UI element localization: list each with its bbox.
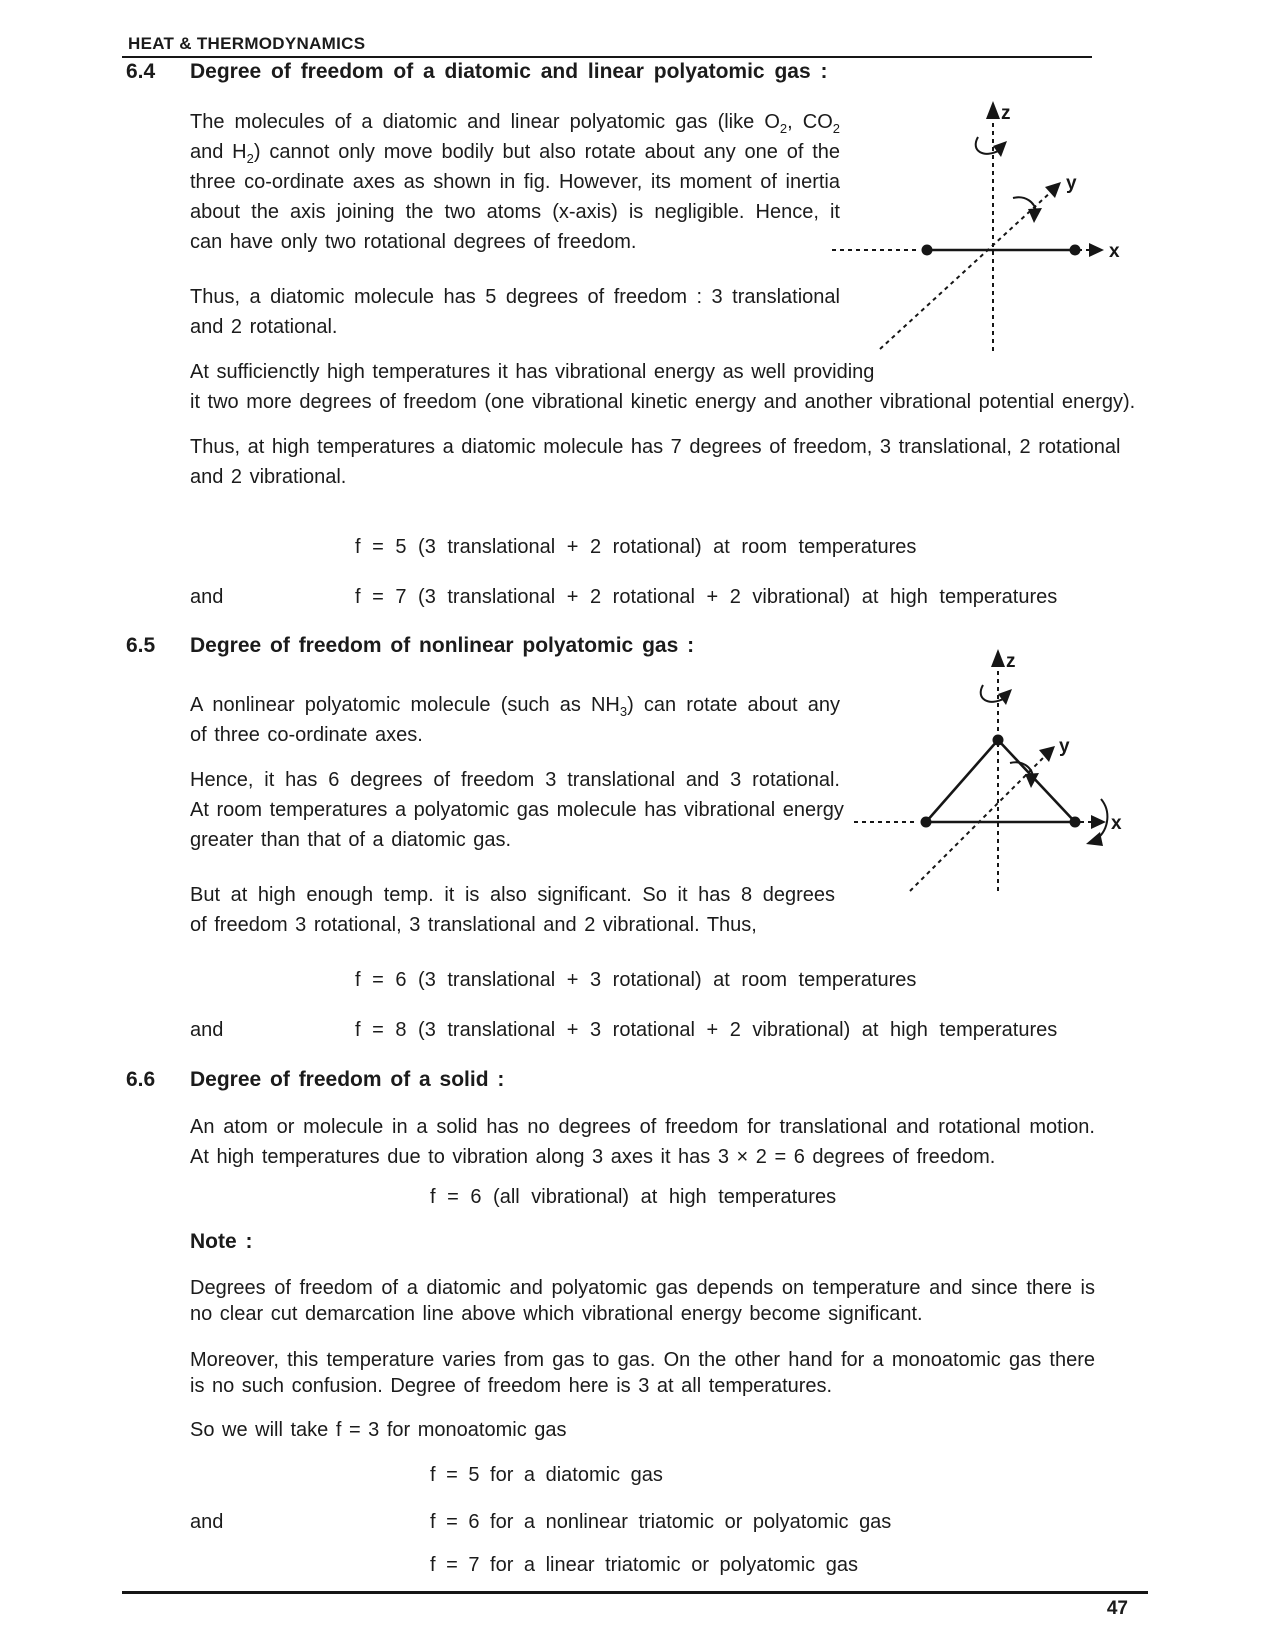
atom-dot (993, 735, 1004, 746)
text-line: is no such confusion. Degree of freedom here is 3 at all temperatures. (190, 1375, 833, 1397)
header-rule (122, 56, 1092, 58)
equation-f8-high: f = 8 (3 translational + 3 rotational + 2 vibrational) at high temperatures (355, 1019, 1058, 1041)
paragraph-high-temp-line2: it two more degrees of freedom (one vibrational kinetic energy and another vibrational potential energy). (190, 391, 1136, 413)
section-6-6-title: Degree of freedom of a solid : (190, 1068, 505, 1091)
z-axis-label: z (1001, 103, 1011, 124)
line-f5-diatomic: f = 5 for a diatomic gas (430, 1464, 663, 1486)
paragraph-note-moreover (190, 1347, 1095, 1399)
y-axis-label: y (1059, 736, 1070, 757)
paragraph-note-degrees (190, 1275, 1095, 1327)
text-line: of freedom 3 rotational, 3 translational and 2 vibrational. Thus, (190, 914, 757, 936)
and-connector: and (190, 1019, 224, 1041)
line-f6-nonlinear: f = 6 for a nonlinear triatomic or polyatomic gas (430, 1511, 892, 1533)
text-line: about the axis joining the two atoms (x-axis) is negligible. Hence, it (190, 201, 840, 223)
paragraph-diatomic-molecules (190, 107, 840, 257)
text-line: greater than that of a diatomic gas. (190, 829, 512, 851)
section-6-4-title: Degree of freedom of a diatomic and linear polyatomic gas : (190, 60, 828, 83)
text-line: Moreover, this temperature varies from gas to gas. On the other hand for a monoatomic gas there (190, 1349, 1095, 1371)
section-6-4-number: 6.4 (126, 60, 156, 83)
equation-f5-room: f = 5 (3 translational + 2 rotational) at room temperatures (355, 536, 917, 558)
atom-dot (921, 817, 932, 828)
text-line: and $H_2$) cannot only move bodily but also rotate about any one of the (190, 141, 840, 166)
z-axis (991, 649, 1016, 895)
equation-f6-vibrational: f = 6 (all vibrational) at high temperatures (430, 1186, 837, 1208)
y-axis-label: y (1066, 173, 1077, 194)
y-axis (880, 173, 1077, 349)
paragraph-solid (190, 1112, 1095, 1172)
note-label: Note : (190, 1230, 253, 1253)
triangle-molecule (921, 735, 1081, 828)
text-line: Hence, it has 6 degrees of freedom 3 translational and 3 rotational. (190, 769, 840, 791)
paragraph-eight-degrees (190, 880, 835, 940)
text-line: Degrees of freedom of a diatomic and polyatomic gas depends on temperature and since there is (190, 1277, 1095, 1299)
text-line: Thus, a diatomic molecule has 5 degrees of freedom : 3 translational (190, 286, 840, 308)
text-line: and 2 vibrational. (190, 466, 347, 488)
line-f7-linear: f = 7 for a linear triatomic or polyatomic gas (430, 1554, 858, 1576)
z-axis-label: z (1006, 651, 1016, 672)
equation-f6-room: f = 6 (3 translational + 3 rotational) at room temperatures (355, 969, 917, 991)
and-connector: and (190, 1511, 224, 1533)
x-axis-label: x (1109, 241, 1120, 262)
figure-polyatomic-axes (848, 645, 1126, 905)
paragraph-nonlinear-molecule (190, 690, 840, 750)
paragraph-five-degrees (190, 282, 840, 342)
z-rotation-arrow (976, 137, 1007, 157)
x-axis (854, 813, 1122, 834)
footer-rule (122, 1591, 1148, 1594)
paragraph-high-temp-line1: At sufficienctly high temperatures it has vibrational energy as well providing (190, 361, 875, 383)
section-6-5-number: 6.5 (126, 634, 156, 657)
text-line: and 2 rotational. (190, 316, 338, 338)
text-line: At high temperatures due to vibration along 3 axes it has 3 × 2 = 6 degrees of freedom. (190, 1146, 996, 1168)
text-line: can have only two rotational degrees of freedom. (190, 231, 637, 253)
text-line: of three co-ordinate axes. (190, 724, 423, 746)
text-line: Thus, at high temperatures a diatomic molecule has 7 degrees of freedom, 3 translational, 2 rotational (190, 436, 1121, 458)
section-6-5-title: Degree of freedom of nonlinear polyatomic gas : (190, 634, 695, 657)
z-axis (986, 101, 1011, 351)
text-line: three co-ordinate axes as shown in fig. However, its moment of inertia (190, 171, 840, 193)
text-line: At room temperatures a polyatomic gas molecule has vibrational energy (190, 799, 844, 821)
atom-dot (922, 245, 933, 256)
text-line: The molecules of a diatomic and linear polyatomic gas (like $O_2$, $CO_2$ (190, 111, 840, 136)
section-6-6-number: 6.6 (126, 1068, 156, 1091)
atom-dot (1070, 817, 1081, 828)
paragraph-six-degrees (190, 765, 844, 855)
text-line: An atom or molecule in a solid has no degrees of freedom for translational and rotational motion. (190, 1116, 1095, 1138)
z-rotation-arrow (981, 685, 1012, 705)
text-line: A nonlinear polyatomic molecule (such as $NH_3$) can rotate about any (190, 694, 840, 719)
atom-dot (1070, 245, 1081, 256)
x-axis-label: x (1111, 813, 1122, 834)
and-connector: and (190, 586, 224, 608)
y-rotation-arrow (1013, 197, 1042, 223)
page-number: 47 (1106, 1598, 1128, 1619)
paragraph-seven-degrees (190, 432, 1121, 492)
line-monoatomic: So we will take f = 3 for monoatomic gas (190, 1419, 567, 1441)
page-header-title: HEAT & THERMODYNAMICS (128, 34, 366, 53)
figure-diatomic-axes (828, 95, 1120, 357)
text-line: no clear cut demarcation line above which vibrational energy become significant. (190, 1303, 923, 1325)
equation-f7-high: f = 7 (3 translational + 2 rotational + 2 vibrational) at high temperatures (355, 586, 1058, 608)
text-line: But at high enough temp. it is also significant. So it has 8 degrees (190, 884, 835, 906)
